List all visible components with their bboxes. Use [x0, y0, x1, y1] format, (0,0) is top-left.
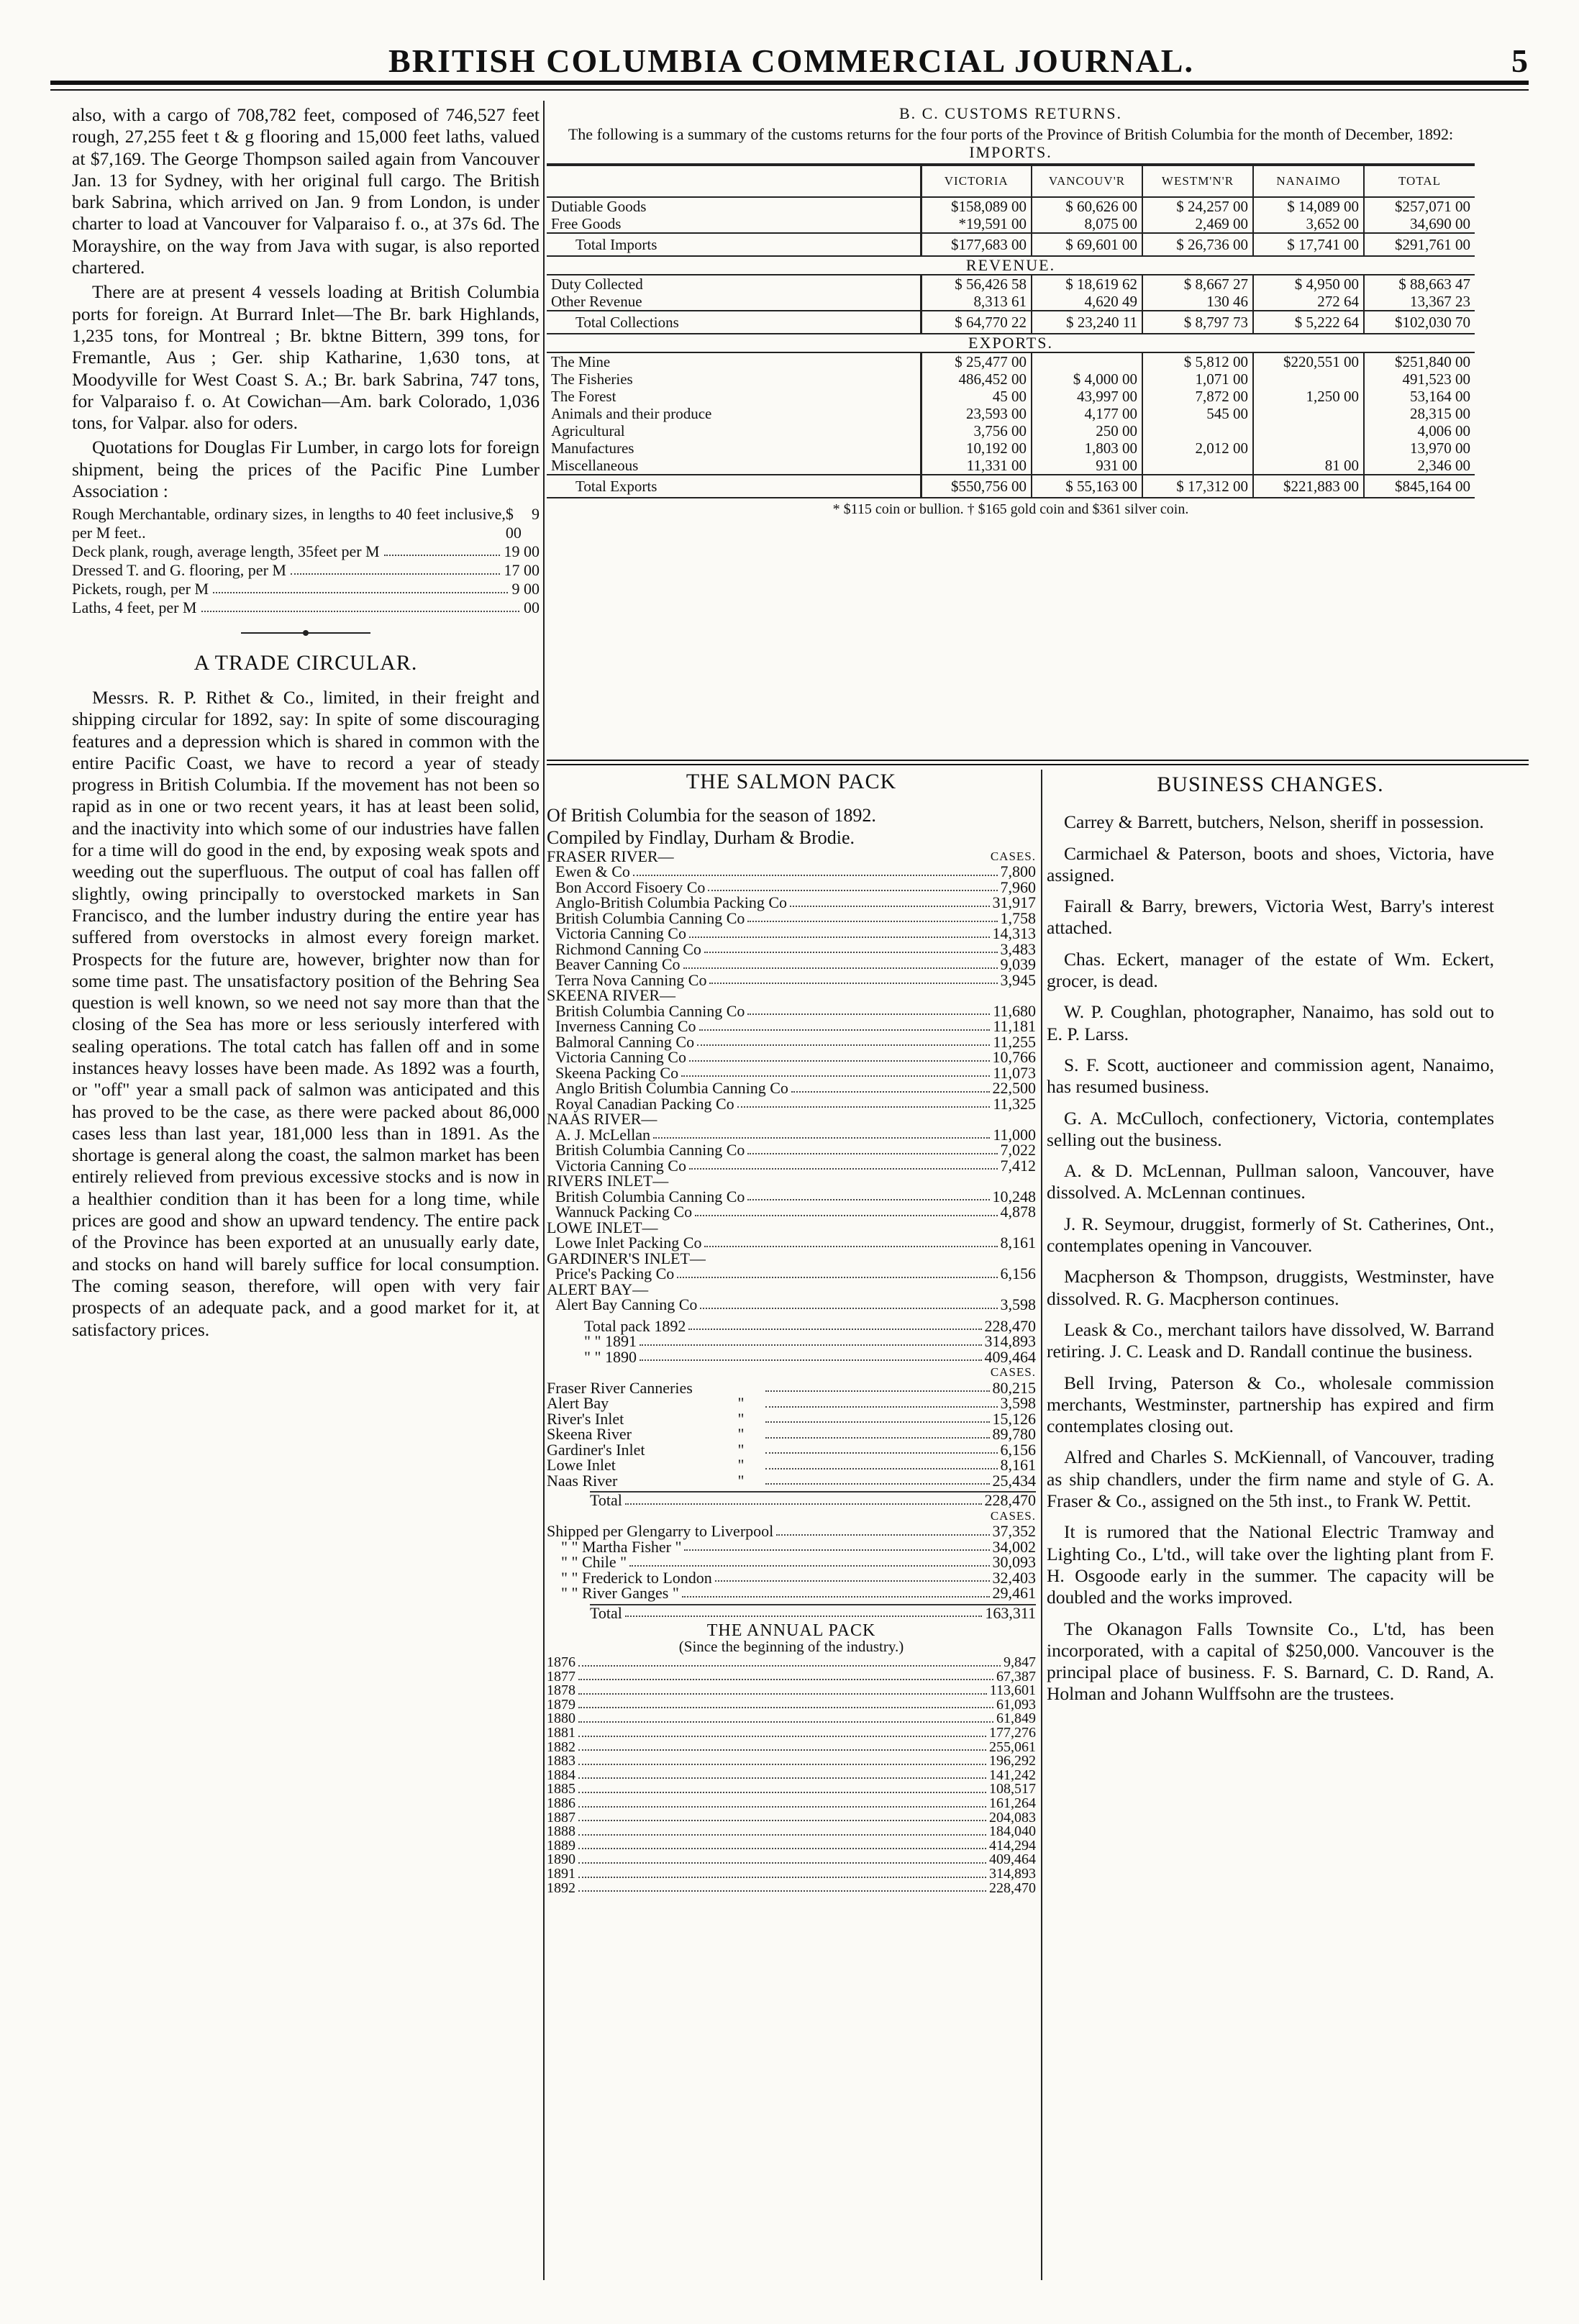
list-item: Naas River " 25,434 [547, 1471, 1036, 1490]
price-row: Dressed T. and G. flooring, per M 17 00 [72, 561, 540, 580]
business-change-item: J. R. Seymour, druggist, formerly of St. Catherines, Ont., contemplates opening in Vancouver. [1047, 1213, 1494, 1257]
business-change-item: Leask & Co., merchant tailors have dissolved, W. Barrand retiring. J. C. Leask and D. Randall continue the business. [1047, 1318, 1494, 1362]
salmon-totals [547, 1318, 1036, 1365]
business-changes [1047, 774, 1494, 1715]
price-row: Rough Merchantable, ordinary sizes, in lengths to 40 feet inclusive, per M feet.. $ 9 00 [72, 505, 540, 542]
river-heading: NAAS RIVER— [547, 1110, 657, 1128]
list-item: Lowe Inlet " 8,161 [547, 1456, 1036, 1474]
lumber-quotations-intro: Quotations for Douglas Fir Lumber, in cargo lots for foreign shipment, being the prices of the Pacific Pine Lumber Association : [72, 437, 540, 502]
total-row: Total Imports $177,683 00 $ 69,601 00 $ 26,736 00 $ 17,741 00 $291,761 00 [547, 233, 1475, 256]
business-change-item: A. & D. McLennan, Pullman saloon, Vancouver, have dissolved. A. McLennan continues. [1047, 1160, 1494, 1203]
lumber-price-list [72, 505, 540, 617]
business-change-item: Carmichael & Paterson, boots and shoes, Victoria, have assigned. [1047, 842, 1494, 885]
list-item: Anglo British Columbia Canning Co 22,500 [555, 1079, 1036, 1097]
list-item: 1891 314,893 [547, 1865, 1036, 1882]
list-item: Fraser River Canneries 80,215 [547, 1378, 1036, 1397]
column-header: TOTAL [1364, 165, 1475, 197]
column-header: VANCOUV'R [1032, 165, 1142, 197]
column-header: NANAIMO [1253, 165, 1364, 197]
list-item: 1880 61,849 [547, 1710, 1036, 1727]
list-item: A. J. McLellan 11,000 [555, 1125, 1036, 1144]
salmon-cannery-list [547, 864, 1036, 1313]
list-item: 1886 161,264 [547, 1795, 1036, 1811]
salmon-subtitle: Of British Columbia for the season of 1892. [547, 804, 876, 826]
list-item: 1890 409,464 [547, 1851, 1036, 1868]
annual-pack-list [547, 1656, 1036, 1895]
customs-table [547, 165, 1475, 498]
revenue-label: REVENUE. [547, 256, 1475, 275]
river-heading: ALERT BAY— [547, 1280, 649, 1298]
list-item: 1876 9,847 [547, 1654, 1036, 1670]
river-heading: FRASER RIVER— CASES. [547, 847, 1036, 865]
table-row: Dutiable Goods $158,089 00 $ 60,626 00 $ 24,257 00 $ 14,089 00 $257,071 00 [547, 197, 1475, 215]
business-change-item: Carrey & Barrett, butchers, Nelson, sheriff in possession. [1064, 811, 1484, 833]
customs-title: B. C. CUSTOMS RETURNS. [898, 104, 1123, 122]
total-row: Total Exports $550,756 00 $ 55,163 00 $ 17,312 00 $221,883 00 $845,164 00 [547, 475, 1475, 498]
table-row: The Mine $ 25,477 00 $ 5,812 00 $220,551 00 $251,840 00 [547, 352, 1475, 370]
column-divider-left [543, 101, 545, 2280]
page-header [50, 42, 1532, 78]
section-rule [547, 760, 1529, 761]
salmon-title: THE SALMON PACK [686, 770, 897, 793]
business-change-item: Alfred and Charles S. McKiennall, of Vancouver, trading as ship chandlers, under the firm name and style of G. A. Fraser & Co., assigned on the 5th inst., to Frank W. Pettit. [1047, 1446, 1494, 1512]
list-item: Beaver Canning Co 9,039 [555, 955, 1036, 973]
cases-label: CASES. [990, 1508, 1036, 1523]
list-item: " " River Ganges " 29,461 [561, 1584, 1036, 1602]
list-item: Balmoral Canning Co 11,255 [555, 1032, 1036, 1051]
river-heading: RIVERS INLET— [547, 1172, 669, 1190]
list-item: Anglo-British Columbia Packing Co 31,917 [555, 893, 1036, 911]
list-item: Victoria Canning Co 10,766 [555, 1048, 1036, 1066]
journal-title: BRITISH COLUMBIA COMMERCIAL JOURNAL. [388, 42, 1194, 79]
business-change-item: Bell Irving, Paterson & Co., wholesale commission merchants, Westminster, partnership has expired and firm contemplates closing out. [1047, 1372, 1494, 1437]
total-pack-row: " " 1890 409,464 [584, 1347, 1036, 1366]
list-item: British Columbia Canning Co 11,680 [555, 1001, 1036, 1020]
customs-intro: The following is a summary of the customs returns for the four ports of the Province of British Columbia for the month of December, 1892: [568, 125, 1454, 143]
salmon-compiler: Compiled by Findlay, Durham & Brodie. [547, 826, 855, 848]
column-header: WESTM'N'R [1142, 165, 1253, 197]
list-item: Inverness Canning Co 11,181 [555, 1017, 1036, 1035]
imports-label: IMPORTS. [547, 143, 1475, 165]
total-pack-row: " " 1891 314,893 [584, 1332, 1036, 1350]
list-item: Terra Nova Canning Co 3,945 [555, 970, 1036, 989]
list-item: Price's Packing Co 6,156 [555, 1264, 1036, 1282]
salmon-by-river [547, 1380, 1036, 1489]
list-item: Lowe Inlet Packing Co 8,161 [555, 1234, 1036, 1252]
list-item: British Columbia Canning Co 10,248 [555, 1187, 1036, 1206]
river-heading: GARDINER'S INLET— [547, 1249, 706, 1267]
left-column [72, 104, 540, 1344]
table-row: Miscellaneous 11,331 00 931 00 81 00 2,346 00 [547, 457, 1475, 475]
trade-circular-title: A TRADE CIRCULAR. [194, 650, 418, 675]
business-change-item: Fairall & Barry, brewers, Victoria West, Barry's interest attached. [1047, 896, 1494, 939]
annual-pack-title: THE ANNUAL PACK [706, 1621, 876, 1640]
list-item: Shipped per Glengarry to Liverpool 37,352 [547, 1522, 1036, 1540]
list-item: Gardiner's Inlet " 6,156 [547, 1440, 1036, 1459]
header-rule [50, 81, 1529, 85]
business-changes-title: BUSINESS CHANGES. [1157, 773, 1384, 796]
list-item: 1878 113,601 [547, 1682, 1036, 1699]
section-row [547, 256, 1475, 275]
list-item: 1889 414,294 [547, 1837, 1036, 1854]
total-row: Total 163,311 [590, 1603, 1036, 1622]
annual-pack-subtitle: (Since the beginning of the industry.) [678, 1637, 904, 1655]
total-row: Total 228,470 [590, 1491, 1036, 1509]
table-row: The Forest 45 00 43,997 00 7,872 00 1,250 00 53,164 00 [547, 388, 1475, 405]
table-row: Free Goods *19,591 00 8,075 00 2,469 00 3,652 00 34,690 00 [547, 215, 1475, 233]
list-item: Skeena Packing Co 11,073 [555, 1063, 1036, 1082]
ornament-divider [72, 620, 540, 642]
list-item: Victoria Canning Co 14,313 [555, 924, 1036, 942]
list-item: Ewen & Co 7,800 [555, 862, 1036, 880]
total-row: Total Collections $ 64,770 22 $ 23,240 11 $ 8,797 73 $ 5,222 64 $102,030 70 [547, 311, 1475, 334]
list-item: 1883 196,292 [547, 1753, 1036, 1769]
list-item: 1881 177,276 [547, 1724, 1036, 1741]
business-change-item: Chas. Eckert, manager of the estate of Wm. Eckert, grocer, is dead. [1047, 948, 1494, 992]
list-item: 1887 204,083 [547, 1809, 1036, 1826]
section-row [547, 334, 1475, 352]
customs-returns [547, 104, 1475, 518]
business-changes-list [1047, 811, 1494, 1705]
business-change-item: The Okanagon Falls Townsite Co., L'td, has been incorporated, with a capital of $250,000. Vancouver is the principal place of business. F. S. Barnard, C. D. Rand, A. Holman and Johann Wulffsohn are the trustees. [1047, 1618, 1494, 1705]
river-heading: SKEENA RIVER— [547, 986, 676, 1004]
table-row: Animals and their produce 23,593 00 4,177 00 545 00 28,315 00 [547, 405, 1475, 422]
list-item: Bon Accord Fisoery Co 7,960 [555, 878, 1036, 896]
list-item: 1879 61,093 [547, 1696, 1036, 1713]
exports-label: EXPORTS. [547, 334, 1475, 352]
table-row: The Fisheries 486,452 00 $ 4,000 00 1,071 00 491,523 00 [547, 370, 1475, 388]
cases-label: CASES. [990, 1365, 1036, 1379]
list-item: 1877 67,387 [547, 1668, 1036, 1685]
river-heading: LOWE INLET— [547, 1218, 658, 1236]
table-row: Manufactures 10,192 00 1,803 00 2,012 00 13,970 00 [547, 439, 1475, 457]
list-item: 1882 255,061 [547, 1739, 1036, 1755]
business-change-item: G. A. McCulloch, confectionery, Victoria, contemplates selling out the business. [1047, 1107, 1494, 1150]
header-rule-thin [50, 89, 1529, 91]
list-item: British Columbia Canning Co 7,022 [555, 1141, 1036, 1159]
customs-header-row [547, 165, 1475, 197]
list-item: Wannuck Packing Co 4,878 [555, 1203, 1036, 1221]
list-item: Victoria Canning Co 7,412 [555, 1156, 1036, 1175]
business-change-item: Macpherson & Thompson, druggists, Westminster, have dissolved. R. G. Macpherson continues. [1047, 1266, 1494, 1309]
business-change-item: W. P. Coughlan, photographer, Nanaimo, has sold out to E. P. Larss. [1047, 1001, 1494, 1044]
business-change-item: S. F. Scott, auctioneer and commission agent, Nanaimo, has resumed business. [1047, 1054, 1494, 1098]
list-item: " " Martha Fisher " 34,002 [561, 1537, 1036, 1556]
business-change-item: It is rumored that the National Electric Tramway and Lighting Co., L'td., will take over the lighting plant from F. H. Osgoode early in the summer. The capacity will be doubled and the works improved. [1047, 1521, 1494, 1608]
list-item: British Columbia Canning Co 1,758 [555, 908, 1036, 927]
page-number: 5 [1511, 42, 1528, 79]
list-item: River's Inlet " 15,126 [547, 1409, 1036, 1428]
section-rule [547, 764, 1529, 765]
salmon-shipments [547, 1523, 1036, 1601]
shipping-paragraph: There are at present 4 vessels loading at British Columbia ports for foreign. At Burrard Inlet—The Br. bark Highlands, 1,235 tons, for Montreal ; Br. bktne Bittern, 399 tons, for Fremantle, Aus ; Ger. ship Katharine, 1,630 tons, at Moodyville for West Coast S. A.; Br. bark Sabrina, 747 tons, for Valparaiso f. o. At Cowichan—Am. bark Colorado, 1,036 tons, for Valpar. also for oders. [72, 281, 540, 434]
list-item: Alert Bay Canning Co 3,598 [555, 1295, 1036, 1313]
list-item: 1892 228,470 [547, 1879, 1036, 1896]
column-divider-right [1041, 770, 1042, 2280]
table-row: Duty Collected $ 56,426 58 $ 18,619 62 $ 8,667 27 $ 4,950 00 $ 88,663 47 [547, 275, 1475, 293]
list-item: 1885 108,517 [547, 1781, 1036, 1797]
price-row: Pickets, rough, per M 9 00 [72, 580, 540, 598]
list-item: " " Frederick to London 32,403 [561, 1568, 1036, 1587]
list-item: 1888 184,040 [547, 1823, 1036, 1840]
ornament-icon [241, 629, 370, 637]
price-row: Deck plank, rough, average length, 35feet per M 19 00 [72, 542, 540, 561]
trade-circular-text: Messrs. R. P. Rithet & Co., limited, in their freight and shipping circular for 1892, say: In spite of some discouraging features and a depression which is shared in common with the entire Pacific Coast, we have to record a year of steady progress in British Columbia. If the movement has not been so rapid as in one or two recent years, it has at least been solid, and the inactivity into which some of our industries have fallen for a time will do good in the end, by exposing weak spots and weeding out the superfluous. The output of coal has fallen off slightly, owing principally to overstocked markets in San Francisco, and the lumber industry during the entire year has suffered from overstocks in almost every foreign market. Prospects for the future are, however, brighter now than for some time past. The unsatisfactory position of the Behring Sea question is well known, so we need not say more than that the closing of the Sea has more or less seriously interfered with sealing operations. The total catch has fallen off and in some instances heavy losses have been made. As 1892 was a fourth, or "off" year a small pack of salmon was anticipated and this has proved to be the case, as there were packed about 86,000 cases less than last year, 181,000 less than in 1891. As the shortage is general along the coast, the salmon market has been entirely relieved from previous excessive stocks and is now in a healthier condition than it has been for a long time, while prices are good and show an upward tendency. The entire pack of the Province has been exported at an unusually early date, and stocks on hand will barely suffice for local consumption. The coming season, therefore, will open with very fair prospects of an adequate pack, and a good market for it, at satisfactory prices. [72, 686, 540, 1340]
salmon-pack [547, 770, 1036, 1896]
list-item: Alert Bay " 3,598 [547, 1394, 1036, 1412]
column-header: VICTORIA [921, 165, 1032, 197]
table-row: Agricultural 3,756 00 250 00 4,006 00 [547, 422, 1475, 439]
total-pack-row: Total pack 1892 228,470 [584, 1316, 1036, 1335]
list-item: Richmond Canning Co 3,483 [555, 939, 1036, 958]
price-row: Laths, 4 feet, per M 00 [72, 598, 540, 617]
shipping-paragraph: also, with a cargo of 708,782 feet, composed of 746,527 feet rough, 27,255 feet t & g flooring and 15,000 feet laths, valued at $7,169. The George Thompson sailed again from Vancouver Jan. 13 for Sydney, with her original full cargo. The British bark Sabrina, which arrived on Jan. 9 from London, is under charter to load at Vancouver for Valparaiso f. o., at 37s 6d. The Morayshire, on the way from Java with sugar, is also reported chartered. [72, 104, 540, 278]
list-item: Skeena River " 89,780 [547, 1425, 1036, 1443]
list-item: " " Chile " 30,093 [561, 1553, 1036, 1571]
customs-footnote: * $115 coin or bullion. † $165 gold coin and $361 silver coin. [832, 501, 1189, 517]
table-row: Other Revenue 8,313 61 4,620 49 130 46 272 64 13,367 23 [547, 293, 1475, 311]
list-item: 1884 141,242 [547, 1767, 1036, 1783]
list-item: Royal Canadian Packing Co 11,325 [555, 1094, 1036, 1113]
